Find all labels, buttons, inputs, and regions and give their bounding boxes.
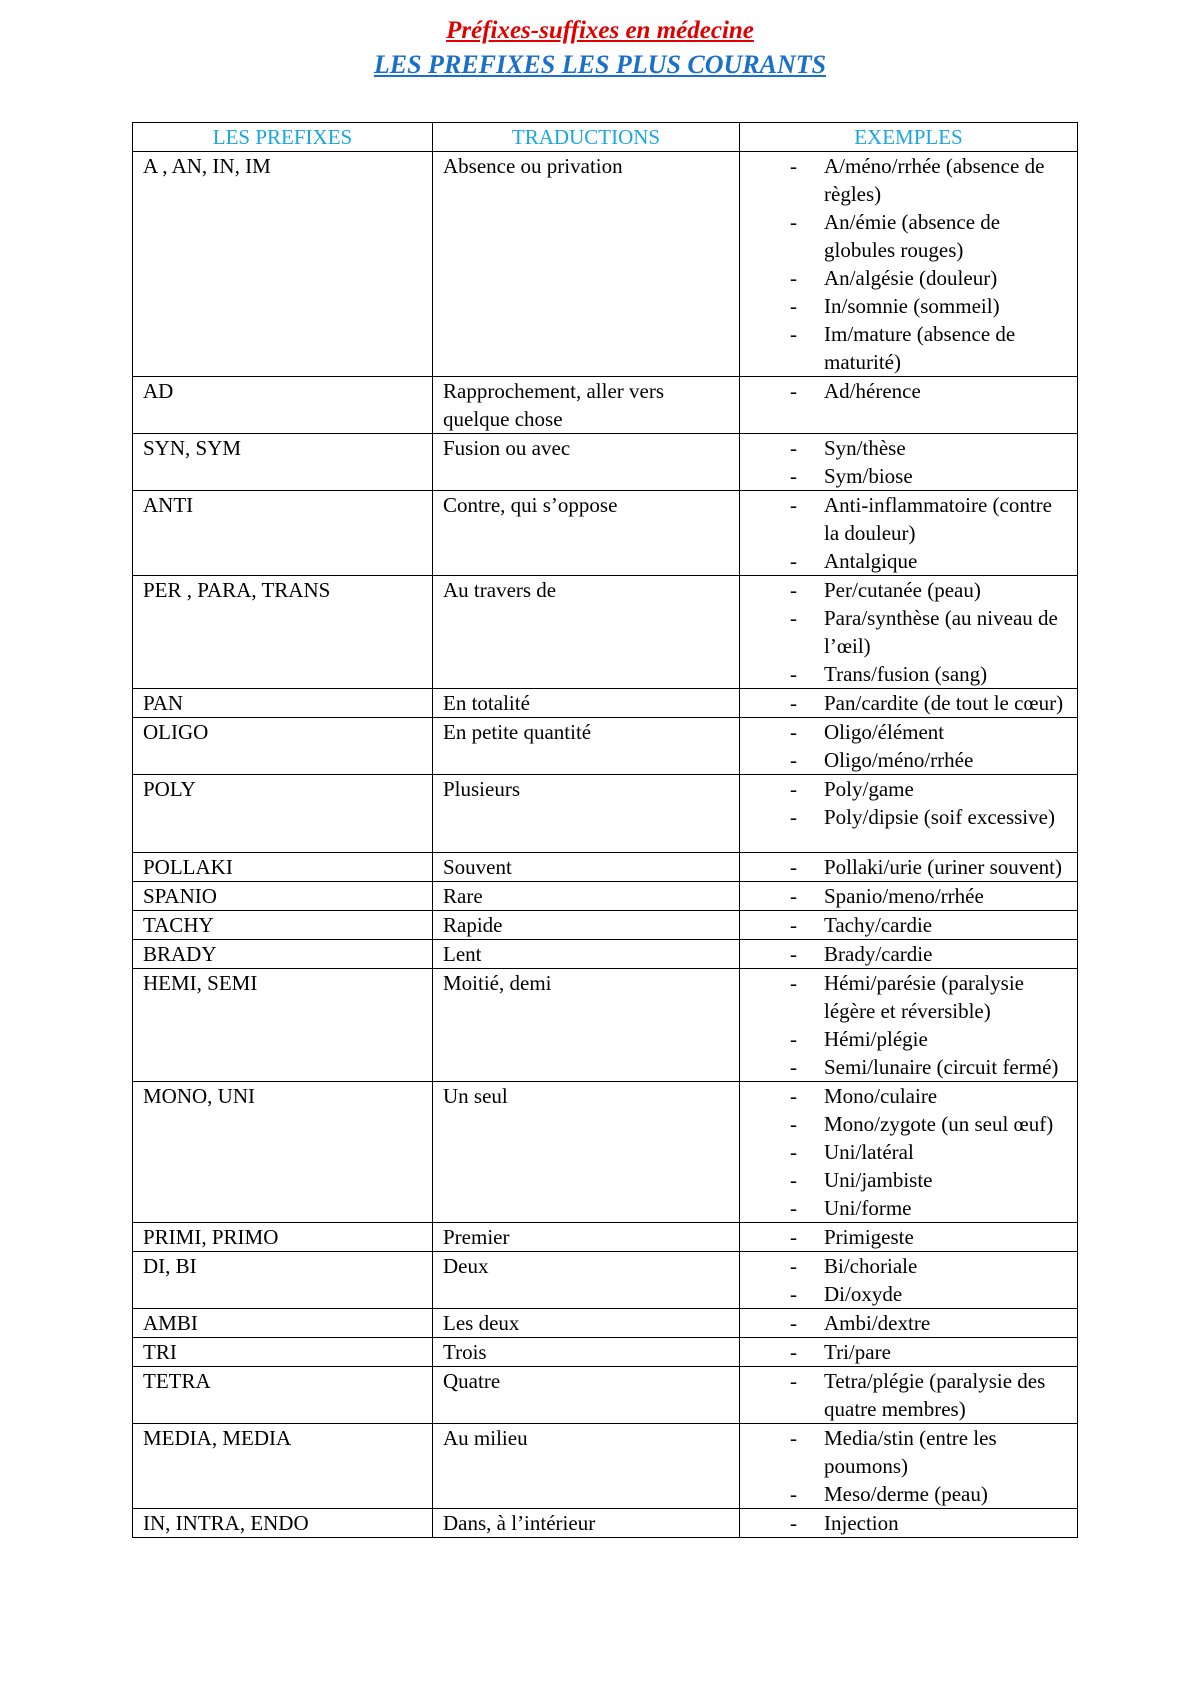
example-item [750, 604, 1067, 660]
dash-bullet: - [790, 1140, 797, 1164]
examples-list [750, 853, 1067, 881]
translation-cell: Absence ou privation [433, 152, 740, 377]
example-text: Hémi/plégie [824, 1027, 928, 1051]
examples-list [750, 1082, 1067, 1222]
example-item [750, 1053, 1067, 1081]
example-text: Ambi/dextre [824, 1311, 931, 1335]
table-row [133, 1338, 1078, 1367]
examples-list [750, 882, 1067, 910]
example-text: Im/mature (absence de maturité) [824, 322, 1016, 374]
example-text: Uni/latéral [824, 1140, 914, 1164]
example-item [750, 1280, 1067, 1308]
table-row [133, 882, 1078, 911]
dash-bullet: - [790, 855, 797, 879]
prefix-cell: BRADY [133, 940, 433, 969]
translation-cell: Deux [433, 1252, 740, 1309]
translation-cell: Les deux [433, 1309, 740, 1338]
example-text: Meso/derme (peau) [824, 1482, 988, 1506]
table-row [133, 152, 1078, 377]
prefix-cell: MEDIA, MEDIA [133, 1424, 433, 1509]
example-text: Tri/pare [824, 1340, 891, 1364]
table-row [133, 491, 1078, 576]
dash-bullet: - [790, 210, 797, 234]
dash-bullet: - [790, 1027, 797, 1051]
example-item [750, 969, 1067, 1025]
table-row [133, 377, 1078, 434]
examples-cell [740, 882, 1078, 911]
example-item [750, 911, 1067, 939]
example-text: Antalgique [824, 549, 918, 573]
translation-cell: Premier [433, 1223, 740, 1252]
examples-list [750, 1338, 1067, 1366]
examples-cell [740, 689, 1078, 718]
prefix-cell: POLY [133, 775, 433, 853]
example-item [750, 1166, 1067, 1194]
dash-bullet: - [790, 154, 797, 178]
examples-cell [740, 1223, 1078, 1252]
examples-list [750, 718, 1067, 774]
examples-cell [740, 718, 1078, 775]
prefix-cell: DI, BI [133, 1252, 433, 1309]
dash-bullet: - [790, 1225, 797, 1249]
table-row [133, 911, 1078, 940]
example-text: Poly/dipsie (soif excessive) [824, 805, 1055, 829]
dash-bullet: - [790, 1084, 797, 1108]
prefix-cell: IN, INTRA, ENDO [133, 1509, 433, 1538]
example-item [750, 940, 1067, 968]
dash-bullet: - [790, 1168, 797, 1192]
document-subtitle: LES PREFIXES LES PLUS COURANTS [373, 50, 827, 79]
prefix-cell: MONO, UNI [133, 1082, 433, 1223]
prefix-cell: ANTI [133, 491, 433, 576]
table-row [133, 1424, 1078, 1509]
examples-list [750, 1252, 1067, 1308]
examples-cell [740, 775, 1078, 853]
translation-cell: En petite quantité [433, 718, 740, 775]
column-header-prefixes: LES PREFIXES [133, 123, 433, 152]
dash-bullet: - [790, 322, 797, 346]
dash-bullet: - [790, 464, 797, 488]
example-item [750, 1424, 1067, 1480]
table-row [133, 940, 1078, 969]
prefix-cell: PAN [133, 689, 433, 718]
dash-bullet: - [790, 1511, 797, 1535]
example-item [750, 689, 1067, 717]
document-title: Préfixes-suffixes en médecine [446, 17, 754, 44]
dash-bullet: - [790, 606, 797, 630]
example-item [750, 1110, 1067, 1138]
translation-cell: Quatre [433, 1367, 740, 1424]
examples-list [750, 969, 1067, 1081]
prefix-cell: HEMI, SEMI [133, 969, 433, 1082]
example-item [750, 775, 1067, 803]
dash-bullet: - [790, 436, 797, 460]
dash-bullet: - [790, 1196, 797, 1220]
examples-list [750, 1367, 1067, 1423]
example-text: Bi/choriale [824, 1254, 918, 1278]
example-item [750, 576, 1067, 604]
dash-bullet: - [790, 549, 797, 573]
example-text: Sym/biose [824, 464, 913, 488]
example-text: Spanio/meno/rrhée [824, 884, 984, 908]
translation-cell: Un seul [433, 1082, 740, 1223]
table-row [133, 689, 1078, 718]
examples-list [750, 434, 1067, 490]
examples-list [750, 576, 1067, 688]
dash-bullet: - [790, 884, 797, 908]
example-text: Injection [824, 1511, 899, 1535]
example-text: Pan/cardite (de tout le cœur) [824, 691, 1064, 715]
dash-bullet: - [790, 748, 797, 772]
examples-cell [740, 491, 1078, 576]
prefix-cell: TACHY [133, 911, 433, 940]
example-text: Poly/game [824, 777, 914, 801]
dash-bullet: - [790, 578, 797, 602]
examples-list [750, 377, 1067, 405]
examples-list [750, 1309, 1067, 1337]
example-item [750, 1509, 1067, 1537]
example-text: Para/synthèse (au niveau de l’œil) [824, 606, 1058, 658]
examples-cell [740, 1509, 1078, 1538]
prefix-cell: SPANIO [133, 882, 433, 911]
dash-bullet: - [790, 1254, 797, 1278]
example-text: In/somnie (sommeil) [824, 294, 1000, 318]
prefix-cell: PRIMI, PRIMO [133, 1223, 433, 1252]
table-row [133, 1252, 1078, 1309]
example-item [750, 547, 1067, 575]
example-text: Media/stin (entre les poumons) [824, 1426, 997, 1478]
dash-bullet: - [790, 1055, 797, 1079]
translation-cell: Moitié, demi [433, 969, 740, 1082]
dash-bullet: - [790, 913, 797, 937]
translation-cell: Plusieurs [433, 775, 740, 853]
translation-cell: Au milieu [433, 1424, 740, 1509]
example-item [750, 1309, 1067, 1337]
table-row [133, 1223, 1078, 1252]
table-row [133, 853, 1078, 882]
example-item [750, 208, 1067, 264]
prefix-cell: AMBI [133, 1309, 433, 1338]
examples-cell [740, 152, 1078, 377]
examples-cell [740, 1252, 1078, 1309]
example-text: Mono/culaire [824, 1084, 938, 1108]
prefix-cell: SYN, SYM [133, 434, 433, 491]
example-item [750, 292, 1067, 320]
example-item [750, 1025, 1067, 1053]
example-text: An/algésie (douleur) [824, 266, 998, 290]
dash-bullet: - [790, 1369, 797, 1393]
examples-cell [740, 853, 1078, 882]
table-row [133, 434, 1078, 491]
examples-list [750, 491, 1067, 575]
table-body [133, 152, 1078, 1538]
examples-list [750, 911, 1067, 939]
prefix-cell: TETRA [133, 1367, 433, 1424]
example-text: Di/oxyde [824, 1282, 903, 1306]
example-text: Pollaki/urie (uriner souvent) [824, 855, 1062, 879]
prefix-cell: OLIGO [133, 718, 433, 775]
prefix-table [132, 122, 1078, 1538]
example-item [750, 1480, 1067, 1508]
example-item [750, 1082, 1067, 1110]
dash-bullet: - [790, 379, 797, 403]
example-text: Uni/jambiste [824, 1168, 933, 1192]
example-item [750, 264, 1067, 292]
example-item [750, 1338, 1067, 1366]
dash-bullet: - [790, 1282, 797, 1306]
example-text: Anti-inflammatoire (contre la douleur) [824, 493, 1052, 545]
table-row [133, 718, 1078, 775]
example-item [750, 853, 1067, 881]
example-text: Mono/zygote (un seul œuf) [824, 1112, 1054, 1136]
dash-bullet: - [790, 971, 797, 995]
examples-list [750, 689, 1067, 717]
example-text: Per/cutanée (peau) [824, 578, 981, 602]
dash-bullet: - [790, 805, 797, 829]
translation-cell: Rapprochement, aller vers quelque chose [433, 377, 740, 434]
example-item [750, 152, 1067, 208]
dash-bullet: - [790, 266, 797, 290]
table-row [133, 1082, 1078, 1223]
examples-list [750, 152, 1067, 376]
document-header [0, 14, 1200, 82]
table-header-row [133, 123, 1078, 152]
examples-cell [740, 1309, 1078, 1338]
table-row [133, 1367, 1078, 1424]
example-text: Semi/lunaire (circuit fermé) [824, 1055, 1059, 1079]
example-item [750, 462, 1067, 490]
dash-bullet: - [790, 777, 797, 801]
translation-cell: Lent [433, 940, 740, 969]
example-item [750, 1194, 1067, 1222]
example-text: Oligo/méno/rrhée [824, 748, 974, 772]
dash-bullet: - [790, 1482, 797, 1506]
examples-cell [740, 940, 1078, 969]
column-header-translations: TRADUCTIONS [433, 123, 740, 152]
table-row [133, 775, 1078, 853]
example-item [750, 882, 1067, 910]
dash-bullet: - [790, 1112, 797, 1136]
example-text: Ad/hérence [824, 379, 921, 403]
dash-bullet: - [790, 1311, 797, 1335]
translation-cell: Fusion ou avec [433, 434, 740, 491]
examples-cell [740, 1367, 1078, 1424]
translation-cell: Trois [433, 1338, 740, 1367]
examples-list [750, 1509, 1067, 1537]
example-text: A/méno/rrhée (absence de règles) [824, 154, 1045, 206]
example-item [750, 1252, 1067, 1280]
example-item [750, 1223, 1067, 1251]
dash-bullet: - [790, 1340, 797, 1364]
table-row [133, 1509, 1078, 1538]
translation-cell: En totalité [433, 689, 740, 718]
example-text: Hémi/parésie (paralysie légère et réversible) [824, 971, 1024, 1023]
examples-list [750, 775, 1067, 831]
example-item [750, 377, 1067, 405]
examples-list [750, 940, 1067, 968]
example-text: Tetra/plégie (paralysie des quatre membres) [824, 1369, 1046, 1421]
example-item [750, 1138, 1067, 1166]
prefix-cell: TRI [133, 1338, 433, 1367]
example-text: Brady/cardie [824, 942, 933, 966]
example-text: Trans/fusion (sang) [824, 662, 988, 686]
dash-bullet: - [790, 294, 797, 318]
column-header-examples: EXEMPLES [740, 123, 1078, 152]
dash-bullet: - [790, 942, 797, 966]
translation-cell: Au travers de [433, 576, 740, 689]
translation-cell: Dans, à l’intérieur [433, 1509, 740, 1538]
translation-cell: Rare [433, 882, 740, 911]
example-text: Uni/forme [824, 1196, 912, 1220]
prefix-cell: A , AN, IN, IM [133, 152, 433, 377]
example-item [750, 718, 1067, 746]
examples-cell [740, 1082, 1078, 1223]
examples-list [750, 1223, 1067, 1251]
prefix-cell: PER , PARA, TRANS [133, 576, 433, 689]
example-item [750, 746, 1067, 774]
example-item [750, 491, 1067, 547]
example-text: Syn/thèse [824, 436, 906, 460]
translation-cell: Souvent [433, 853, 740, 882]
translation-cell: Contre, qui s’oppose [433, 491, 740, 576]
dash-bullet: - [790, 493, 797, 517]
example-item [750, 434, 1067, 462]
dash-bullet: - [790, 691, 797, 715]
example-item [750, 320, 1067, 376]
examples-cell [740, 434, 1078, 491]
example-text: Tachy/cardie [824, 913, 933, 937]
prefix-cell: POLLAKI [133, 853, 433, 882]
examples-cell [740, 576, 1078, 689]
table-row [133, 969, 1078, 1082]
example-item [750, 803, 1067, 831]
examples-cell [740, 1338, 1078, 1367]
dash-bullet: - [790, 720, 797, 744]
table-row [133, 576, 1078, 689]
prefix-cell: AD [133, 377, 433, 434]
examples-list [750, 1424, 1067, 1508]
examples-cell [740, 1424, 1078, 1509]
examples-cell [740, 969, 1078, 1082]
dash-bullet: - [790, 1426, 797, 1450]
example-text: Primigeste [824, 1225, 914, 1249]
table-row [133, 1309, 1078, 1338]
examples-cell [740, 377, 1078, 434]
examples-cell [740, 911, 1078, 940]
example-item [750, 1367, 1067, 1423]
example-text: Oligo/élément [824, 720, 945, 744]
example-item [750, 660, 1067, 688]
dash-bullet: - [790, 662, 797, 686]
example-text: An/émie (absence de globules rouges) [824, 210, 1001, 262]
translation-cell: Rapide [433, 911, 740, 940]
